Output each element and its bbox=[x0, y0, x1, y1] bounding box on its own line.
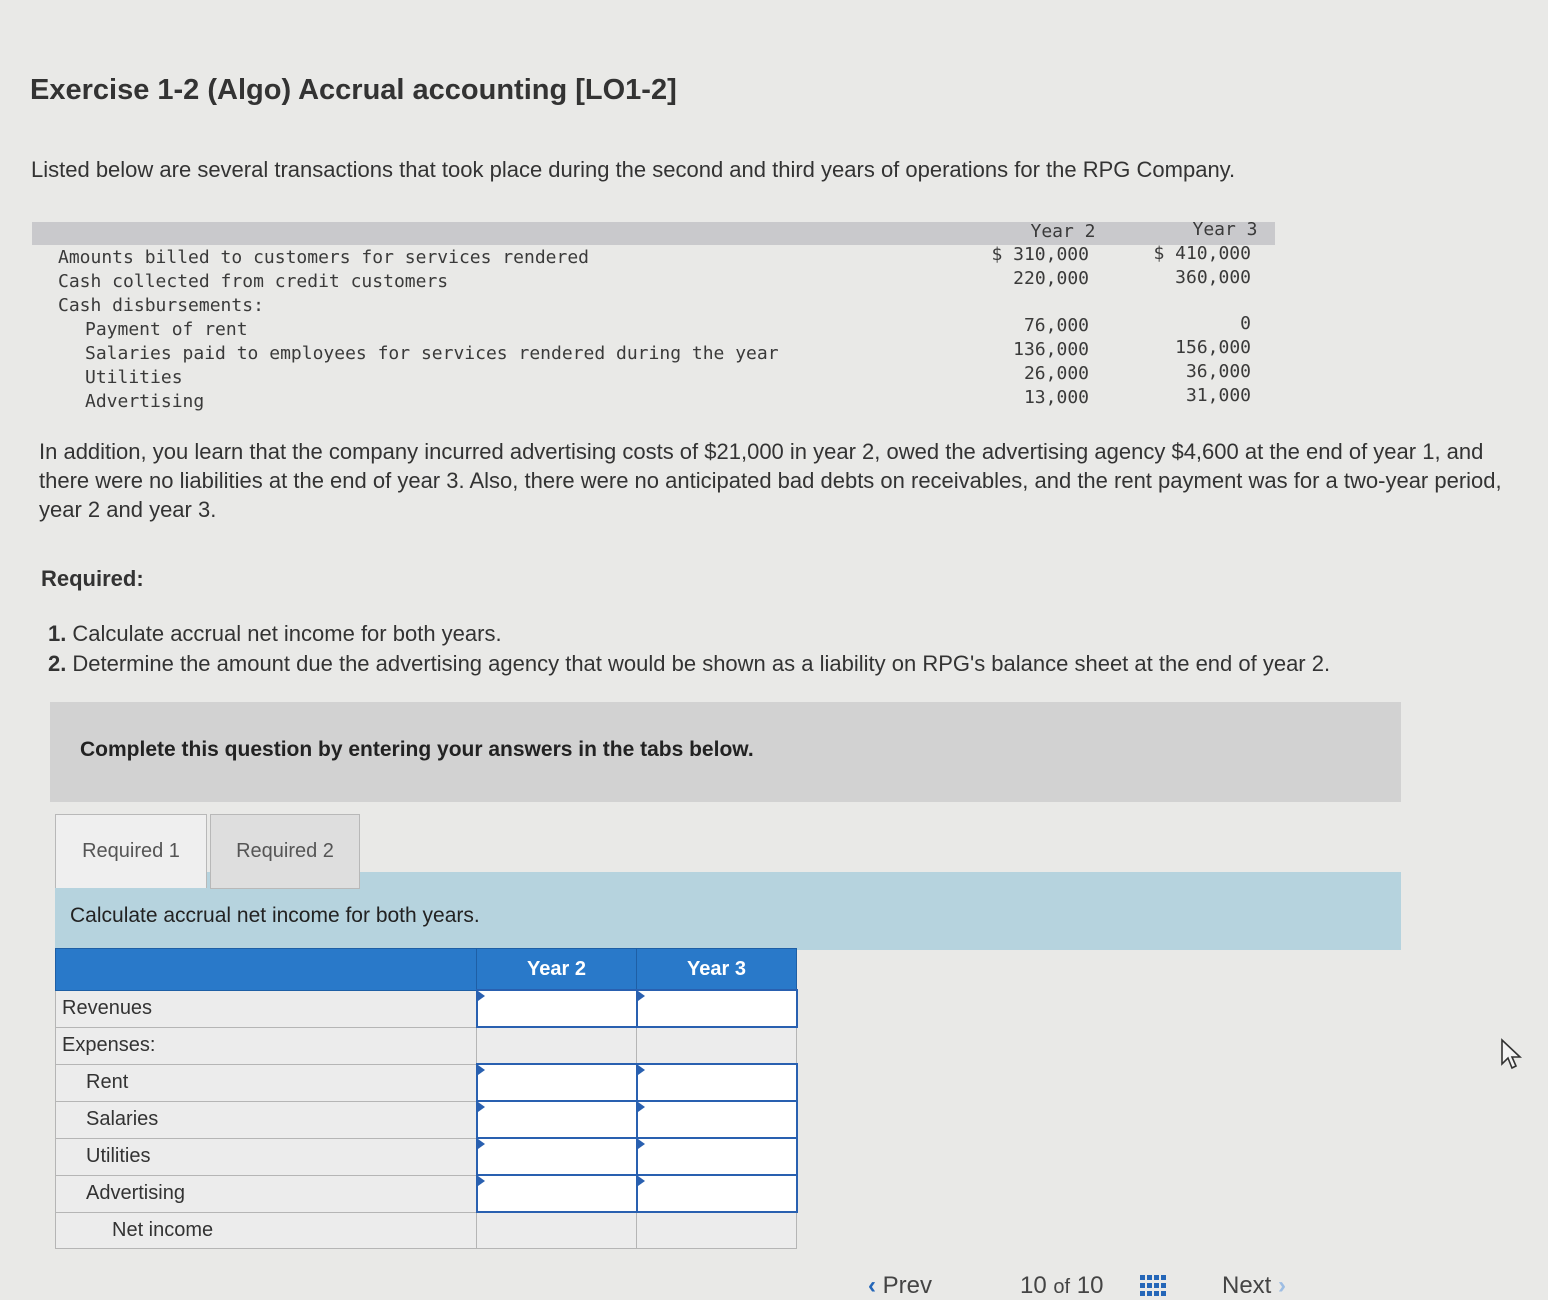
transaction-year2-value: 136,000 bbox=[1013, 339, 1089, 360]
rent-year3-field[interactable] bbox=[638, 1065, 796, 1100]
row-label-net-income: Net income bbox=[56, 1212, 477, 1249]
table-row bbox=[56, 1027, 797, 1064]
transaction-year2-value: 220,000 bbox=[1013, 268, 1089, 289]
transaction-label: Amounts billed to customers for services rendered bbox=[58, 247, 590, 268]
transaction-label: Utilities bbox=[85, 367, 183, 388]
tab-required-2[interactable]: Required 2 bbox=[210, 814, 360, 889]
row-label-salaries: Salaries bbox=[56, 1101, 477, 1138]
transaction-label: Salaries paid to employees for services rendered during the year bbox=[85, 343, 779, 364]
transaction-year3-value: 36,000 bbox=[1185, 361, 1251, 382]
salaries-year3-field[interactable] bbox=[638, 1102, 796, 1137]
intro-text: Listed below are several transactions that took place during the second and third years of operations for the RPG Company. bbox=[31, 157, 1236, 182]
transactions-col-year3: Year 3 bbox=[1192, 219, 1258, 240]
prev-label: Prev bbox=[882, 1272, 933, 1299]
next-button[interactable] bbox=[1222, 1272, 1286, 1300]
rent-year3-input[interactable] bbox=[637, 1064, 797, 1101]
required-item-text: Determine the amount due the advertising agency that would be shown as a liability on RPG's balance sheet at the end of year 2. bbox=[72, 651, 1331, 676]
answer-table-corner bbox=[56, 949, 477, 991]
table-row bbox=[56, 1138, 797, 1175]
revenues-year3-field[interactable] bbox=[638, 991, 796, 1026]
chevron-right-icon: › bbox=[1278, 1272, 1287, 1299]
required-item bbox=[48, 649, 1330, 679]
exercise-title: Exercise 1-2 (Algo) Accrual accounting [LO1-2] bbox=[30, 74, 677, 106]
table-row bbox=[56, 1212, 797, 1249]
salaries-year2-input[interactable] bbox=[477, 1101, 637, 1138]
page-indicator bbox=[1020, 1272, 1103, 1300]
transaction-label: Payment of rent bbox=[85, 319, 248, 340]
transaction-year2-value: 26,000 bbox=[1023, 363, 1089, 384]
transaction-year3-value: $ 410,000 bbox=[1153, 243, 1251, 264]
table-row bbox=[56, 1064, 797, 1101]
salaries-year3-input[interactable] bbox=[637, 1101, 797, 1138]
rent-year2-field[interactable] bbox=[478, 1065, 636, 1100]
transaction-label: Advertising bbox=[85, 391, 205, 412]
prev-button[interactable] bbox=[868, 1272, 932, 1300]
row-label-rent: Rent bbox=[56, 1064, 477, 1101]
complete-prompt: Complete this question by entering your answers in the tabs below. bbox=[80, 738, 754, 761]
page-of: of bbox=[1053, 1276, 1071, 1298]
required-list bbox=[48, 619, 1330, 679]
utilities-year2-input[interactable] bbox=[477, 1138, 637, 1175]
required-item-text: Calculate accrual net income for both years. bbox=[72, 621, 502, 646]
answer-table bbox=[55, 948, 798, 1249]
advertising-year2-field[interactable] bbox=[478, 1176, 636, 1211]
additional-info: In addition, you learn that the company incurred advertising costs of $21,000 in year 2, owed the advertising agency $4,600 at the end of year 1, and there were no liabilities at the end of year 3. Also, there were no anticipated bad debts on receivables, and the rent payment was for a two-year period, year 2 and year 3. bbox=[39, 439, 1502, 522]
next-label: Next bbox=[1222, 1272, 1272, 1299]
instructions-panel bbox=[50, 702, 1401, 802]
required-item-number: 2. bbox=[48, 651, 67, 676]
required-heading: Required: bbox=[41, 566, 144, 591]
required-item-number: 1. bbox=[48, 621, 67, 646]
transaction-label: Cash disbursements: bbox=[58, 295, 264, 316]
page-current: 10 bbox=[1020, 1272, 1047, 1299]
grid-icon[interactable] bbox=[1140, 1275, 1167, 1297]
tab-instruction-text: Calculate accrual net income for both years. bbox=[70, 904, 480, 927]
empty-cell bbox=[477, 1212, 637, 1249]
salaries-year2-field[interactable] bbox=[478, 1102, 636, 1137]
revenues-year2-input[interactable] bbox=[477, 990, 637, 1027]
page-total: 10 bbox=[1076, 1272, 1104, 1299]
empty-cell bbox=[637, 1027, 797, 1064]
row-label-revenues: Revenues bbox=[56, 990, 477, 1027]
transaction-year3-value: 156,000 bbox=[1175, 337, 1251, 358]
transaction-label: Cash collected from credit customers bbox=[58, 271, 449, 292]
revenues-year2-field[interactable] bbox=[478, 991, 636, 1026]
utilities-year3-field[interactable] bbox=[638, 1139, 796, 1174]
row-label-advertising: Advertising bbox=[56, 1175, 477, 1212]
chevron-left-icon: ‹ bbox=[868, 1272, 876, 1299]
utilities-year2-field[interactable] bbox=[478, 1139, 636, 1174]
table-row bbox=[56, 1101, 797, 1138]
revenues-year3-input[interactable] bbox=[637, 990, 797, 1027]
required-item bbox=[48, 619, 1330, 649]
answer-col-year2: Year 2 bbox=[477, 949, 637, 991]
transactions-col-year2: Year 2 bbox=[1030, 221, 1096, 242]
rent-year2-input[interactable] bbox=[477, 1064, 637, 1101]
transaction-year3-value: 0 bbox=[1240, 313, 1251, 334]
mouse-cursor-icon bbox=[1500, 1038, 1524, 1072]
table-row bbox=[56, 1175, 797, 1212]
transaction-year2-value: $ 310,000 bbox=[991, 244, 1089, 265]
table-row bbox=[56, 990, 797, 1027]
tab-required-1[interactable]: Required 1 bbox=[55, 814, 207, 888]
advertising-year2-input[interactable] bbox=[477, 1175, 637, 1212]
transaction-year2-value: 76,000 bbox=[1023, 315, 1089, 336]
utilities-year3-input[interactable] bbox=[637, 1138, 797, 1175]
row-label-utilities: Utilities bbox=[56, 1138, 477, 1175]
row-label-expenses: Expenses: bbox=[56, 1027, 477, 1064]
empty-cell bbox=[637, 1212, 797, 1249]
advertising-year3-field[interactable] bbox=[638, 1176, 796, 1211]
answer-col-year3: Year 3 bbox=[637, 949, 797, 991]
advertising-year3-input[interactable] bbox=[637, 1175, 797, 1212]
transaction-year2-value: 13,000 bbox=[1023, 387, 1089, 408]
transaction-year3-value: 31,000 bbox=[1185, 385, 1251, 406]
transaction-year3-value: 360,000 bbox=[1175, 267, 1251, 288]
empty-cell bbox=[477, 1027, 637, 1064]
